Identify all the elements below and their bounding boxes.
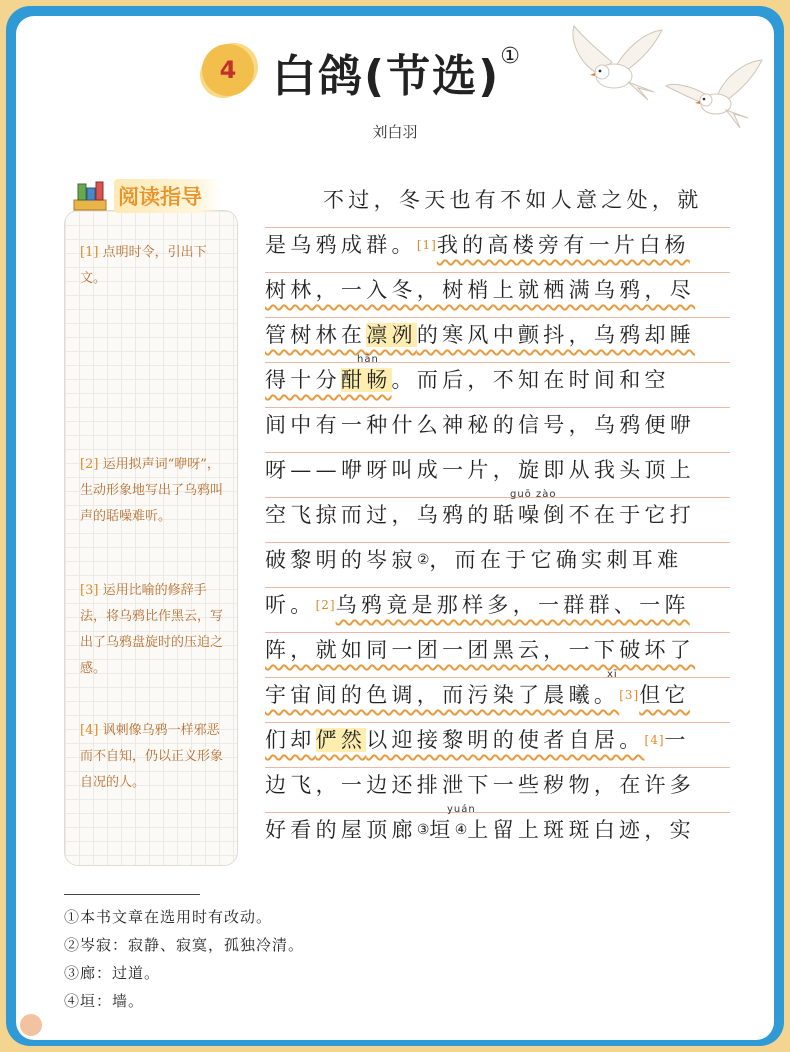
footnote-mark-3: ③ (416, 822, 430, 838)
annotation-ref-4: [4] (644, 733, 665, 747)
guide-note-1: [1] 点明时令，引出下文。 (80, 245, 207, 286)
text-line: 好看的屋顶廊③垣④上留上斑斑白迹，实 (265, 818, 695, 842)
annotation-ref-2: [2] (315, 598, 336, 612)
text-line: 得十分酣畅。而后，不知在时间和空 (265, 362, 730, 408)
text-line: 是乌鸦成群。[1]我的高楼旁有一片白杨 (265, 227, 730, 273)
text-line: 阵，就如同一团一团黑云，一下破坏了 (265, 632, 730, 678)
highlight-word: 凛冽 (366, 323, 417, 347)
footnote-1: ①本书文章在选用时有改动。 (64, 908, 273, 926)
reading-guide-title: 阅读指导 (114, 179, 220, 213)
title-text: 白鸽(节选) (272, 51, 501, 102)
footnote-2: ②岑寂：寂静、寂寞，孤独冷清。 (64, 936, 305, 954)
title-footnote-mark: ① (500, 44, 522, 69)
author: 刘白羽 (372, 123, 418, 141)
lesson-number-badge: 4 (202, 44, 254, 96)
pinyin-guozao: guō zào (510, 489, 557, 500)
footnote-3: ③廊：过道。 (64, 964, 161, 982)
guide-note-4: [4] 讽刺像乌鸦一样邪恶而不自知，仍以正义形象自况的人。 (80, 723, 224, 790)
text-line: 树林，一入冬，树梢上就栖满乌鸦，尽 (265, 272, 730, 318)
highlight-word: 酣畅 (340, 368, 392, 392)
page-corner-mark (20, 1014, 42, 1036)
text-line: 们却俨然以迎接黎明的使者自居。[4]一 (265, 722, 730, 768)
text-line: 听。[2]乌鸦竟是那样多，一群群、一阵 (265, 587, 730, 633)
text-line: 破黎明的岑寂②，而在于它确实刺耳难 (265, 542, 730, 588)
text-line: 边飞，一边还排泄下一些秽物，在许多 (265, 767, 730, 813)
text-line: 间中有一种什么神秘的信号，乌鸦便咿 (265, 407, 730, 453)
annotation-ref-3: [3] (619, 688, 640, 702)
text-line: 不过，冬天也有不如人意之处，就 (265, 182, 730, 228)
pinyin-xi: xī (607, 669, 618, 680)
footnote-divider (64, 894, 200, 895)
page-title (272, 40, 522, 104)
dove-illustration-large (568, 22, 664, 114)
books-icon (70, 178, 110, 214)
text-line: 宇宙间的色调，而污染了晨曦。[3]但它 (265, 677, 730, 723)
highlight-word: 俨然 (315, 728, 367, 752)
footnote-mark-4: ④ (454, 822, 468, 838)
guide-note-3: [3] 运用比喻的修辞手法，将乌鸦比作黑云，写出了乌鸦盘旋时的压迫之感。 (80, 583, 224, 676)
annotation-ref-1: [1] (416, 238, 437, 252)
reading-guide-header (70, 176, 220, 216)
text-line: 空飞掠而过，乌鸦的聒噪倒不在于它打 (265, 497, 730, 543)
guide-note-2: [2] 运用拟声词“咿呀”，生动形象地写出了乌鸦叫声的聒噪难听。 (80, 457, 224, 524)
dove-illustration-small (664, 56, 764, 136)
text-line: 呀——咿呀叫成一片，旋即从我头顶上 (265, 452, 730, 498)
pinyin-yuan: yuán (447, 804, 476, 815)
text-line: 管树林在凛冽的寒风中颤抖，乌鸦却睡 (265, 317, 730, 363)
pinyin-han: hān (357, 354, 379, 365)
footnote-mark-2: ② (416, 552, 430, 568)
footnote-4: ④垣：墙。 (64, 992, 145, 1010)
